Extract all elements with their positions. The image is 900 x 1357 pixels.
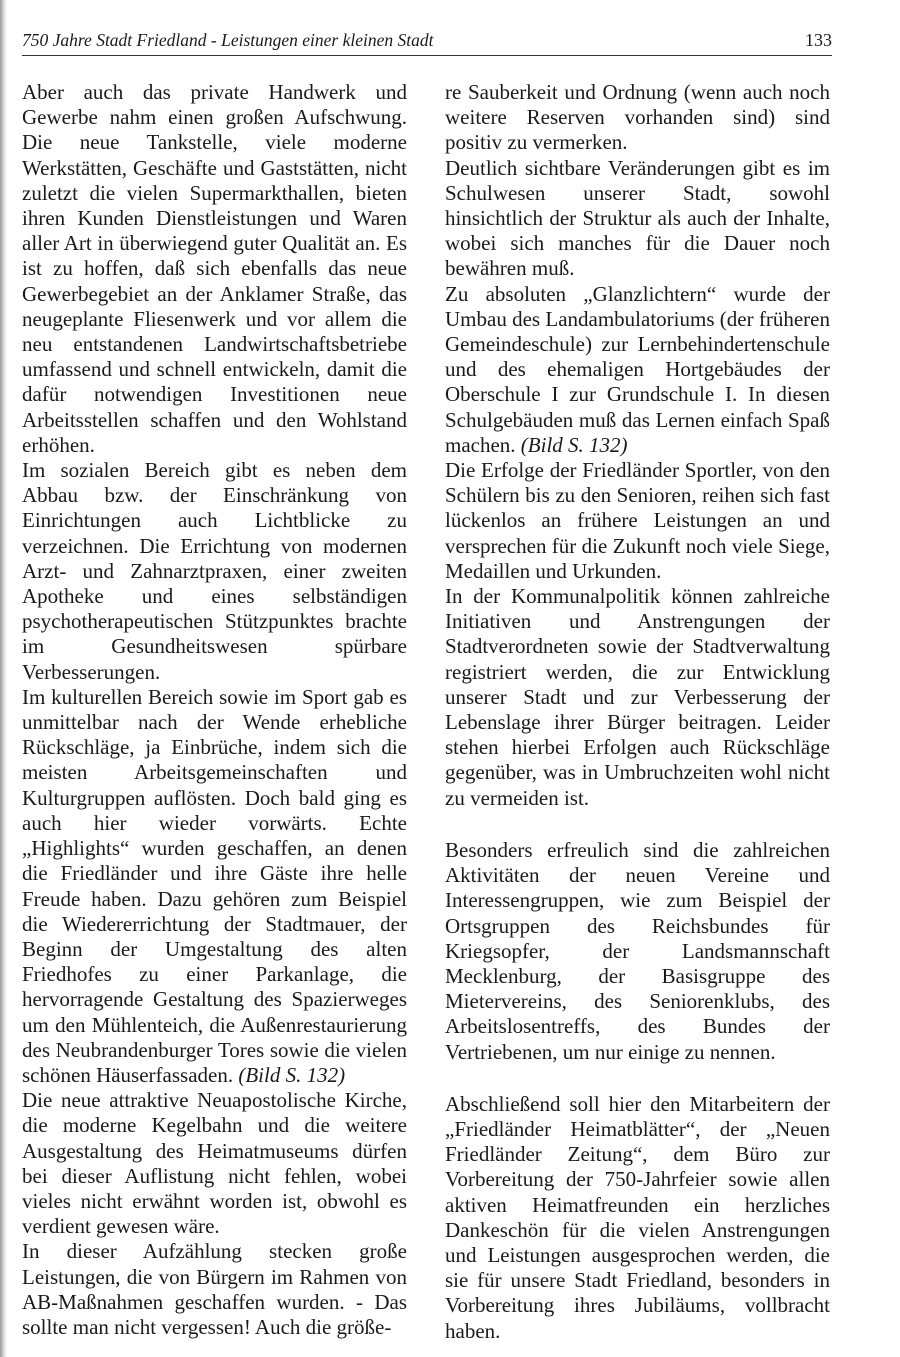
paragraph: re Sauberkeit und Ordnung (wenn auch noch weitere Reserven vorhanden sind) sind positiv zu vermerken.: [445, 80, 830, 155]
paragraph: In der Kommunalpolitik können zahlreiche Initiativen und Anstrengungen der Stadtverordneten sowie der Stadtverwaltung registriert werden, die zur Entwicklung unserer Stadt und zur Verbesserung der Lebenslage ihrer Bürger beitragen. Leider stehen hierbei Erfolgen auch Rückschläge gegenüber, was in Umbruchzeiten wohl nicht zu vermeiden ist.: [445, 584, 830, 810]
left-column: [22, 80, 407, 1340]
running-header-title: 750 Jahre Stadt Friedland - Leistungen einer kleinen Stadt: [22, 30, 434, 50]
paragraph: Deutlich sichtbare Veränderungen gibt es im Schulwesen unserer Stadt, sowohl hinsichtlich der Struktur als auch der Inhalte, wobei sich manches für die Dauer noch bewähren muß.: [445, 155, 830, 281]
image-reference: (Bild S. 132): [520, 432, 628, 457]
page-number: 133: [805, 30, 832, 50]
paragraph: Aber auch das private Handwerk und Gewerbe nahm einen großen Aufschwung. Die neue Tankstelle, viele moderne Werkstätten, Geschäfte und Gaststätten, nicht zuletzt die vielen Supermarkthallen, bieten ihren Kunden Dienstleistungen und Waren aller Art in überwiegend guter Qualität an. Es ist zu hoffen, daß sich ebenfalls das neue Gewerbegebiet an der Anklamer Straße, das neugeplante Fliesenwerk und vor allem die neu entstandenen Landwirtschaftsbetriebe umfassend und schnell entwickeln, damit die dafür notwendigen Investitionen neue Arbeitsstellen schaffen und den Wohlstand erhöhen.: [22, 80, 407, 457]
header-rule: [22, 55, 832, 56]
paragraph: Im sozialen Bereich gibt es neben dem Abbau bzw. der Einschränkung von Einrichtungen auch Lichtblicke zu verzeichnen. Die Errichtung von modernen Arzt- und Zahnarztpraxen, einer zweiten Apotheke und eines selbständigen psychotherapeutischen Stützpunktes brachte im Gesundheitswesen spürbare Verbesserungen.: [22, 458, 407, 684]
paragraph: Die Erfolge der Friedländer Sportler, von den Schülern bis zu den Senioren, reihen sich fast lückenlos an frühere Leistungen an und versprechen für die Zukunft noch viele Siege, Medaillen und Urkunden.: [445, 458, 830, 583]
paragraph: Zu absoluten „Glanzlichtern“ wurde der Umbau des Landambulatoriums (der früheren Gemeindeschule) zur Lernbehindertenschule und des ehemaligen Hortgebäudes der Oberschule I zur Grundschule I. In diesen Schulgebäuden muß das Lernen einfach Spaß machen. (Bild S. 132): [445, 281, 830, 457]
paragraph: Im kulturellen Bereich sowie im Sport gab es unmittelbar nach der Wende erhebliche Rückschläge, ja Einbrüche, indem sich die meisten Arbeitsgemeinschaften und Kulturgruppen auflösten. Doch bald ging es auch hier wieder vorwärts. Echte „Highlights“ wurden geschaffen, an denen die Friedländer und ihre Gäste ihre helle Freude haben. Dazu gehören zum Beispiel die Wiedererrichtung der Stadtmauer, der Beginn der Umgestaltung des alten Friedhofes zu einer Parkanlage, die hervorragende Gestaltung des Spazierweges um den Mühlenteich, die Außenrestaurierung des Neubrandenburger Tores sowie die vielen schönen Häuserfassaden. (Bild S. 132): [22, 684, 407, 1087]
page-binding-shadow: [0, 0, 7, 1357]
right-column: [445, 80, 830, 1344]
paragraph: Besonders erfreulich sind die zahlreichen Aktivitäten der neuen Vereine und Interessengruppen, wie zum Beispiel der Ortsgruppen des Reichsbundes für Kriegsopfer, der Landsmannschaft Mecklenburg, der Basisgruppe des Mietervereins, des Seniorenklubs, des Arbeitslosentreffs, des Bundes der Vertriebenen, um nur einige zu nennen.: [445, 837, 830, 1064]
paragraph: Abschließend soll hier den Mitarbeitern der „Friedländer Heimatblätter“, der „Neuen Friedländer Zeitung“, dem Büro zur Vorbereitung der 750-Jahrfeier sowie allen aktiven Heimatfreunden ein herzliches Dankeschön für die vielen Anstrengungen und Leistungen ausgesprochen werden, die sie für unsere Stadt Friedland, besonders in Vorbereitung ihres Jubiläums, vollbracht haben.: [445, 1091, 830, 1343]
paragraph: In dieser Aufzählung stecken große Leistungen, die von Bürgern im Rahmen von AB-Maßnahmen geschaffen wurden. - Das sollte man nicht vergessen! Auch die größe-: [22, 1239, 407, 1339]
paragraph: Die neue attraktive Neuapostolische Kirche, die moderne Kegelbahn und die weitere Ausgestaltung des Heimatmuseums dürfen bei dieser Auflistung nicht fehlen, wobei vieles nicht erwähnt worden ist, obwohl es verdient gewesen wäre.: [22, 1088, 407, 1239]
image-reference: (Bild S. 132): [238, 1062, 346, 1087]
running-header: [22, 30, 832, 56]
